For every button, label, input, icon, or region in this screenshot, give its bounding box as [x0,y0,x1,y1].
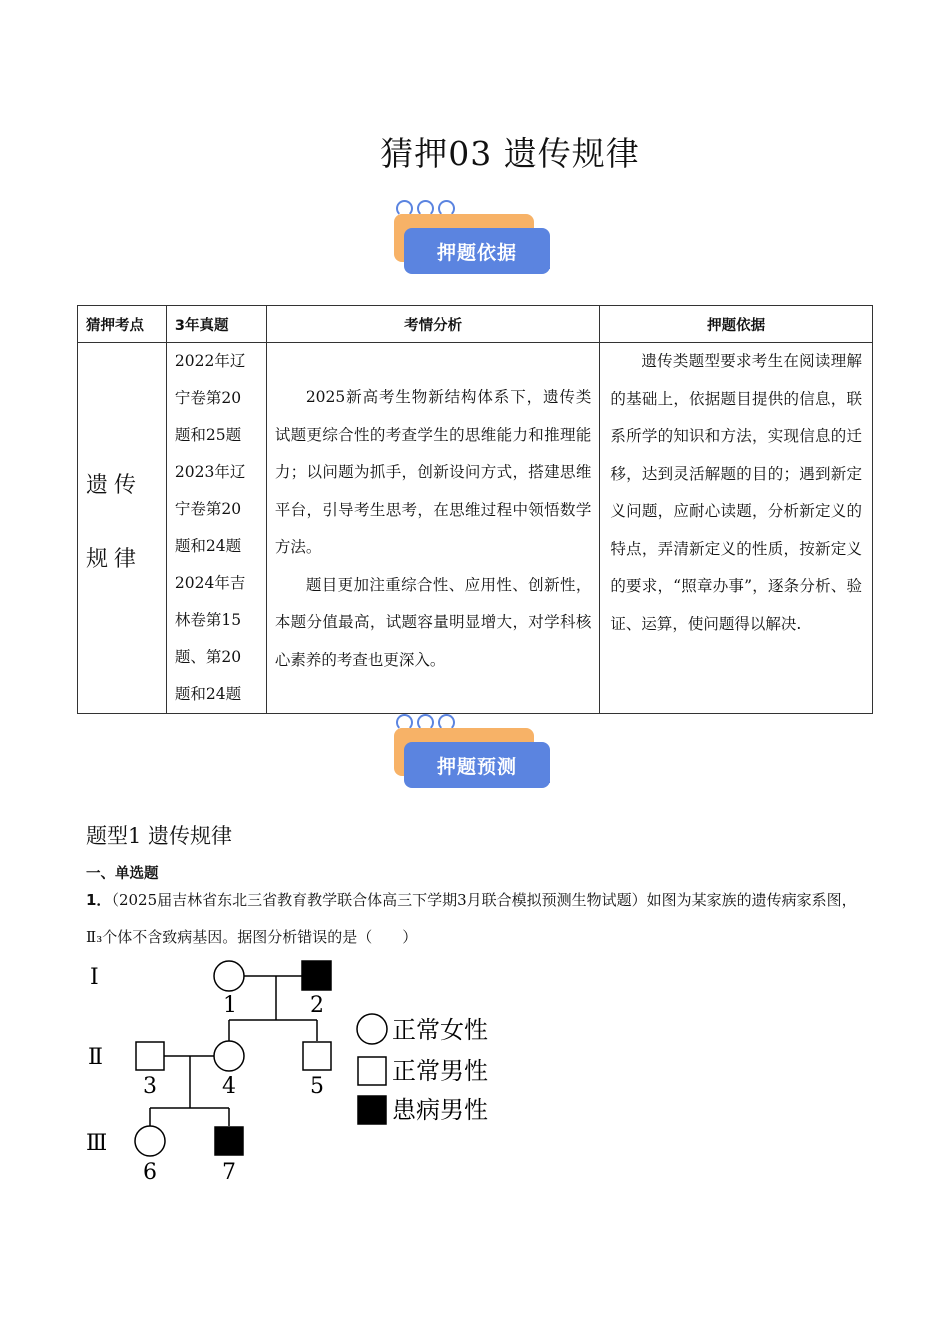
individual-I2-affected-male [302,961,331,990]
legend-label: 正常女性 [392,1016,488,1044]
individual-III6-normal-female [135,1126,165,1156]
individual-number: 2 [310,993,324,1018]
year-line: 宁卷第20 [174,500,242,518]
individual-I1-normal-female [214,961,244,991]
header-years: 3年真题 [166,306,266,343]
legend-affected-male-icon [358,1096,386,1124]
question-1 [86,882,866,956]
question-number: 1． [86,891,112,909]
basis-badge-label: 押题依据 [404,228,550,274]
individual-number: 7 [222,1160,236,1185]
individual-II4-normal-female [214,1041,244,1071]
individual-II3-normal-male [136,1042,164,1070]
header-topic: 猜押考点 [78,306,167,343]
legend-female-icon [357,1014,387,1044]
exam-info-table [77,305,873,714]
header-analysis: 考情分析 [266,306,600,343]
individual-number: 6 [143,1160,157,1185]
forecast-badge-label: 押题预测 [404,742,550,788]
pedigree-chart [80,950,520,1190]
year-line: 2024年吉 [174,574,246,592]
header-basis: 押题依据 [600,306,873,343]
section-subtitle: 一、单选题 [86,866,159,882]
generation-label-2: Ⅱ [88,1045,103,1070]
analysis-paragraph: 2025新高考生物新结构体系下，遗传类试题更综合性的考查学生的思维能力和推理能力；以问题为抓手，创新设问方式，搭建思维平台，引导考生思考，在思维过程中领悟数学方法。 [274,388,592,556]
individual-number: 4 [222,1074,236,1099]
section-title: 题型1 遗传规律 [86,824,233,848]
year-line: 2022年辽 [174,352,246,370]
year-line: 题和25题 [174,426,242,444]
legend-label: 正常男性 [392,1057,488,1085]
generation-label-1: Ⅰ [90,965,99,990]
analysis-paragraph: 题目更加注重综合性、应用性、创新性，本题分值最高，试题容量明显增大，对学科核心素养的考查也更深入。 [274,575,592,669]
year-line: 题和24题 [174,537,242,555]
generation-label-3: Ⅲ [86,1131,108,1156]
individual-number: 5 [310,1074,324,1099]
year-line: 林卷第15 [174,611,242,629]
topic-cell: 遗传规律 [78,343,167,714]
year-line: 宁卷第20 [174,389,242,407]
individual-number: 3 [143,1074,157,1099]
page-title: 猜押03 遗传规律 [380,134,640,173]
legend-male-icon [358,1057,386,1085]
legend-label: 患病男性 [392,1096,488,1124]
basis-badge [384,200,564,290]
table-row [78,343,873,714]
basis-paragraph: 遗传类题型要求考生在阅读理解的基础上，依据题目提供的信息，联系所学的知识和方法，实现信息的迁移，达到灵活解题的目的；遇到新定义问题，应耐心读题，分析新定义的特点，弄清新定义的性质，按新定义的要求，“照章办事”，逐条分析、验证、运算，使问题得以解决. [610,352,862,633]
analysis-cell [266,343,600,714]
year-line: 题、第20 [174,648,242,666]
basis-cell [600,343,873,714]
individual-III7-affected-male [215,1127,243,1155]
question-text: （2025届吉林省东北三省教育教学联合体高三下学期3月联合模拟预测生物试题）如图为某家族的遗传病家系图，Ⅱ₃个体不含致病基因。据图分析错误的是（ ） [86,891,857,946]
year-line: 2023年辽 [174,463,246,481]
years-cell [166,343,266,714]
forecast-badge [384,714,564,804]
year-line: 题和24题 [174,685,242,703]
individual-number: 1 [223,993,237,1018]
individual-II5-normal-male [303,1042,331,1070]
table-header-row [78,306,873,343]
